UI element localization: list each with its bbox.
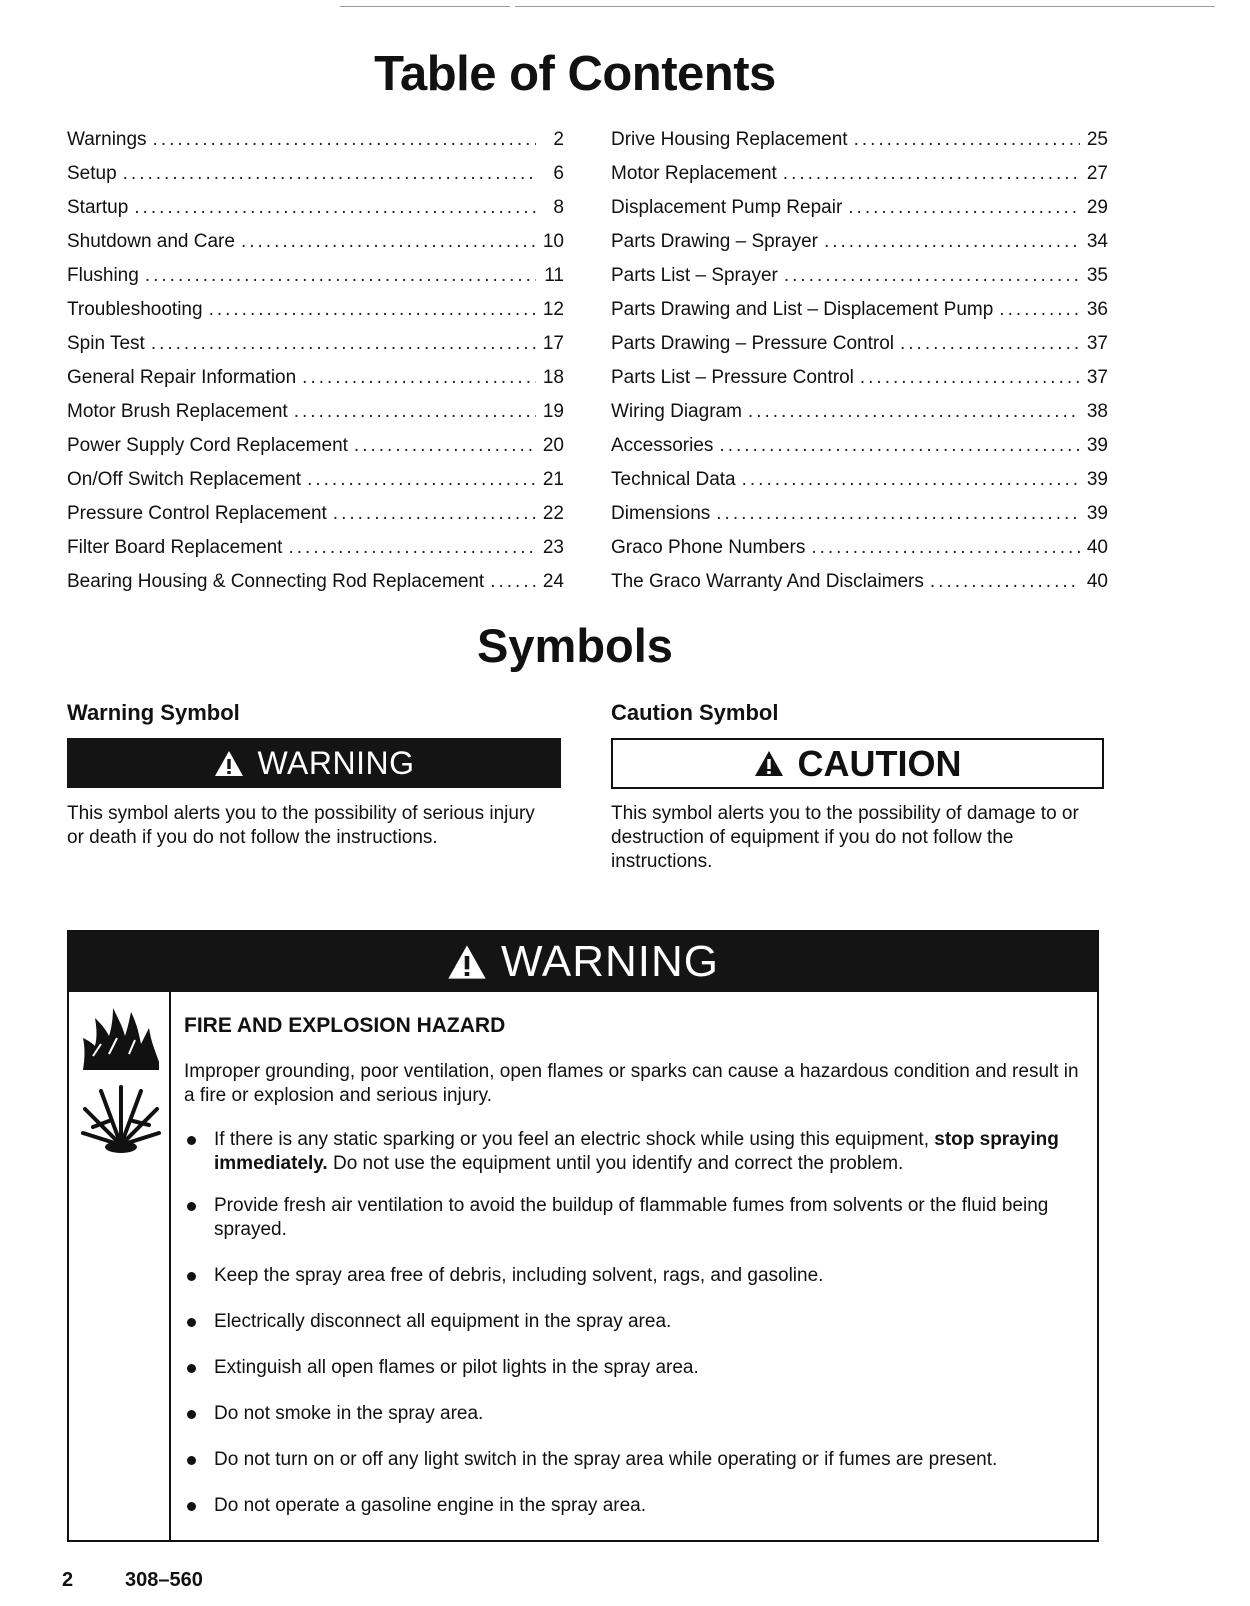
warning-triangle-icon	[214, 750, 244, 777]
toc-entry[interactable]: Drive Housing Replacement ..... 25	[611, 123, 1108, 157]
hazard-bullet-list	[184, 1128, 1084, 1540]
toc-entry[interactable]: Motor Brush Replacement ..... 19	[67, 395, 564, 429]
toc-entry[interactable]: Bearing Housing & Connecting Rod Replacement ..... 24	[67, 565, 564, 599]
caution-symbol-text: This symbol alerts you to the possibility of damage to or destruction of equipment if you do not follow the instructions.	[611, 803, 1079, 872]
fire-icon	[79, 1004, 163, 1074]
hazard-intro: Improper grounding, poor ventilation, open flames or sparks can cause a hazardous condition and result in a fire or explosion and serious injury.	[184, 1061, 1079, 1106]
toc-entry[interactable]: Wiring Diagram ..... 38	[611, 395, 1108, 429]
toc-left-column	[67, 123, 564, 599]
warning-symbol-box	[67, 738, 561, 788]
page-number: 2	[62, 1569, 74, 1591]
panel-divider	[169, 992, 171, 1542]
toc-entry[interactable]: Troubleshooting ..... 12	[67, 293, 564, 327]
fire-explosion-warning-panel	[67, 930, 1099, 1542]
toc-entry[interactable]: Shutdown and Care ..... 10	[67, 225, 564, 259]
toc-entry[interactable]: Flushing ..... 11	[67, 259, 564, 293]
toc-entry[interactable]: Spin Test ..... 17	[67, 327, 564, 361]
warning-triangle-icon	[447, 944, 487, 980]
toc-title: Table of Contents	[374, 47, 776, 101]
toc-entry[interactable]: Motor Replacement ..... 27	[611, 157, 1108, 191]
hazard-title: FIRE AND EXPLOSION HAZARD	[184, 1014, 506, 1037]
toc-entry[interactable]: On/Off Switch Replacement ..... 21	[67, 463, 564, 497]
top-rule-left	[340, 6, 510, 7]
warning-symbol-text: This symbol alerts you to the possibility of serious injury or death if you do not follow the instructions.	[67, 803, 535, 848]
list-item: If there is any static sparking or you feel an electric shock while using this equipment, stop spraying immediately. Do not use the equipment until you identify and correct the problem.	[184, 1128, 1084, 1194]
toc-right-column	[611, 123, 1108, 599]
toc-entry[interactable]: Displacement Pump Repair ..... 29	[611, 191, 1108, 225]
toc-entry[interactable]: Parts Drawing – Sprayer ..... 34	[611, 225, 1108, 259]
toc-entry[interactable]: Startup ..... 8	[67, 191, 564, 225]
top-rule-right	[515, 6, 1215, 7]
warning-panel-header	[69, 932, 1097, 992]
list-item: Electrically disconnect all equipment in the spray area.	[184, 1310, 1084, 1356]
toc-entry[interactable]: Technical Data ..... 39	[611, 463, 1108, 497]
toc-entry[interactable]: Pressure Control Replacement ..... 22	[67, 497, 564, 531]
list-item: Provide fresh air ventilation to avoid the buildup of flammable fumes from solvents or the fluid being sprayed.	[184, 1194, 1084, 1264]
list-item: Do not smoke in the spray area.	[184, 1402, 1084, 1448]
toc-entry[interactable]: Dimensions ..... 39	[611, 497, 1108, 531]
warning-symbol-label: WARNING	[257, 744, 415, 781]
toc-entry[interactable]: Parts List – Pressure Control ..... 37	[611, 361, 1108, 395]
toc-entry[interactable]: Filter Board Replacement ..... 23	[67, 531, 564, 565]
warning-symbol-heading: Warning Symbol	[67, 700, 240, 725]
toc-entry[interactable]: Power Supply Cord Replacement ..... 20	[67, 429, 564, 463]
list-item: Do not operate a gasoline engine in the spray area.	[184, 1494, 1084, 1540]
document-number: 308–560	[125, 1569, 203, 1591]
list-item: Do not turn on or off any light switch in the spray area while operating or if fumes are present.	[184, 1448, 1084, 1494]
toc-entry[interactable]: Warnings ..... 2	[67, 123, 564, 157]
caution-triangle-icon	[754, 750, 784, 777]
toc-entry[interactable]: Setup ..... 6	[67, 157, 564, 191]
warning-panel-header-label: WARNING	[500, 937, 720, 986]
list-item: Extinguish all open flames or pilot lights in the spray area.	[184, 1356, 1084, 1402]
explosion-icon	[79, 1079, 163, 1159]
caution-symbol-heading: Caution Symbol	[611, 700, 779, 725]
symbols-title: Symbols	[477, 619, 673, 672]
toc-entry[interactable]: Parts Drawing and List – Displacement Pump ..... 36	[611, 293, 1108, 327]
caution-symbol-box	[611, 738, 1104, 789]
hazard-icons	[79, 1004, 163, 1164]
toc-entry[interactable]: Parts List – Sprayer ..... 35	[611, 259, 1108, 293]
toc-entry[interactable]: Parts Drawing – Pressure Control ..... 37	[611, 327, 1108, 361]
list-item: Keep the spray area free of debris, including solvent, rags, and gasoline.	[184, 1264, 1084, 1310]
toc-entry[interactable]: Graco Phone Numbers ..... 40	[611, 531, 1108, 565]
toc-entry[interactable]: The Graco Warranty And Disclaimers ..... 40	[611, 565, 1108, 599]
toc-entry[interactable]: General Repair Information ..... 18	[67, 361, 564, 395]
toc-entry[interactable]: Accessories ..... 39	[611, 429, 1108, 463]
caution-symbol-label: CAUTION	[797, 742, 962, 784]
